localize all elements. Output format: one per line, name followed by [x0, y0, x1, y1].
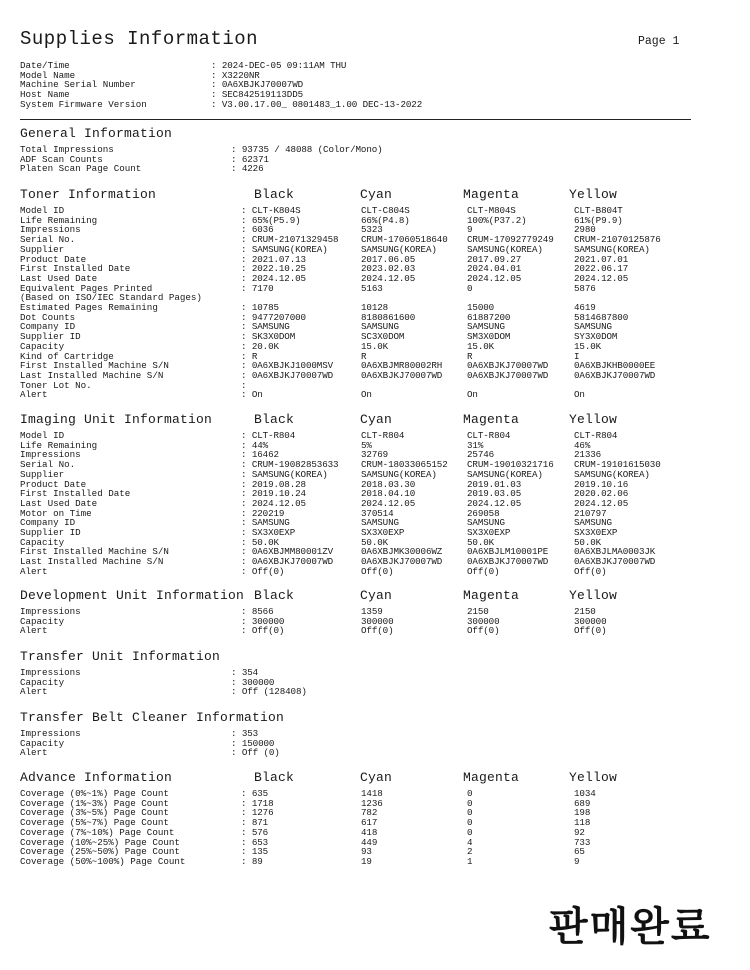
- cell-magenta: 31%: [467, 439, 484, 451]
- table-row: [20, 857, 720, 867]
- cell-yellow: 46%: [574, 439, 591, 451]
- cell-yellow: On: [574, 389, 585, 401]
- row-label: Capacity: [20, 676, 65, 688]
- info-row: [20, 145, 720, 155]
- cell-black: : 89: [241, 855, 263, 867]
- row-label: Last Installed Machine S/N: [20, 556, 164, 568]
- row-value: : 2024-DEC-05 09:11AM THU: [211, 60, 347, 71]
- row-label: Model Name: [20, 69, 76, 81]
- cell-cyan: SAMSUNG: [361, 517, 399, 529]
- cell-black: : 65%(P5.9): [241, 214, 301, 226]
- row-label: Supplier: [20, 243, 65, 255]
- column-header-magenta: Magenta: [463, 588, 520, 603]
- info-row: [20, 678, 720, 688]
- cell-black: : CLT-R804: [241, 430, 296, 441]
- row-label: Coverage (50%~100%) Page Count: [20, 855, 186, 867]
- cell-cyan: CLT-C804S: [361, 205, 410, 216]
- cell-yellow: 300000: [574, 615, 607, 627]
- cell-yellow: 2024.12.05: [574, 272, 629, 284]
- table-row: [20, 342, 720, 352]
- column-header-black: Black: [254, 412, 295, 427]
- cell-cyan: Off(0): [361, 565, 394, 577]
- row-label: Capacity: [20, 615, 65, 627]
- cell-cyan: 2018.04.10: [361, 488, 416, 500]
- info-row: [20, 739, 720, 749]
- cell-yellow: Off(0): [574, 565, 607, 577]
- cell-cyan: On: [361, 389, 372, 401]
- row-label: Alert: [20, 625, 48, 637]
- cell-magenta: 0: [467, 282, 473, 294]
- cell-yellow: SX3X0EXP: [574, 527, 618, 538]
- cell-black: : 2019.08.28: [241, 478, 306, 490]
- cell-black: : R: [241, 350, 258, 362]
- row-label: Product Date: [20, 478, 87, 490]
- row-value: : V3.00.17.00_ 0801483_1.00 DEC-13-2022: [211, 98, 423, 110]
- row-label: Toner Lot No.: [20, 379, 92, 391]
- cell-magenta: 1: [467, 855, 473, 867]
- cell-yellow: 4619: [574, 302, 596, 313]
- column-header-magenta: Magenta: [463, 770, 520, 785]
- cell-cyan: CLT-R804: [361, 430, 405, 441]
- cell-magenta: 2019.01.03: [467, 478, 522, 490]
- cell-black: : CLT-K804S: [241, 205, 301, 216]
- row-label: Total Impressions: [20, 144, 114, 155]
- column-header-cyan: Cyan: [360, 588, 393, 603]
- cell-cyan: 2023.02.03: [361, 263, 416, 275]
- cell-cyan: 10128: [361, 302, 389, 313]
- column-header-yellow: Yellow: [569, 770, 618, 785]
- cell-yellow: 733: [574, 836, 591, 848]
- info-row: [20, 748, 720, 758]
- column-header-cyan: Cyan: [360, 412, 393, 427]
- row-label: Serial No.: [20, 459, 76, 471]
- cell-black: : 0A6XBJKJ70007WD: [241, 556, 334, 568]
- cell-magenta: 4: [467, 836, 473, 848]
- section-heading: Transfer Unit Information: [20, 649, 221, 664]
- table-row: [20, 371, 720, 381]
- row-label: System Firmware Version: [20, 98, 147, 110]
- cell-yellow: 0A6XBJKJ70007WD: [574, 369, 656, 381]
- cell-magenta: 2019.03.05: [467, 488, 522, 500]
- cell-magenta: SAMSUNG(KOREA): [467, 243, 543, 255]
- info-row: [20, 729, 720, 739]
- cell-black: : 10785: [241, 302, 279, 313]
- row-label: First Installed Date: [20, 263, 131, 275]
- cell-yellow: 2022.06.17: [574, 263, 629, 275]
- cell-black: : On: [241, 389, 263, 401]
- cell-cyan: 0A6XBJKJ70007WD: [361, 556, 443, 568]
- cell-yellow: 65: [574, 846, 585, 858]
- cell-black: : CRUM-19082853633: [241, 459, 339, 471]
- row-label: Last Used Date: [20, 497, 98, 509]
- row-label: Product Date: [20, 253, 87, 265]
- table-row: [20, 390, 720, 400]
- cell-black: : 2021.07.13: [241, 253, 306, 265]
- cell-yellow: CLT-R804: [574, 430, 618, 441]
- cell-cyan: 0A6XBJKJ70007WD: [361, 369, 443, 381]
- row-label: Supplier: [20, 468, 65, 480]
- cell-black: : 1276: [241, 807, 274, 819]
- cell-black: : 2024.12.05: [241, 272, 306, 284]
- cell-magenta: 2024.12.05: [467, 497, 522, 509]
- row-label: First Installed Date: [20, 488, 131, 500]
- cell-magenta: 15.0K: [467, 340, 495, 352]
- row-value: : 353: [231, 728, 259, 739]
- cell-yellow: SY3X0DOM: [574, 331, 618, 343]
- row-label: First Installed Machine S/N: [20, 546, 169, 558]
- cell-yellow: 118: [574, 817, 591, 829]
- cell-yellow: 5876: [574, 282, 596, 294]
- cell-yellow: 2020.02.06: [574, 488, 629, 500]
- cell-cyan: 50.0K: [361, 536, 389, 548]
- cell-black: : 635: [241, 788, 269, 799]
- row-label: Supplier ID: [20, 527, 81, 538]
- cell-cyan: 2018.03.30: [361, 478, 416, 490]
- cell-yellow: 50.0K: [574, 536, 602, 548]
- row-label: Host Name: [20, 89, 70, 101]
- cell-cyan: CRUM-17060518640: [361, 234, 448, 246]
- info-row: [20, 668, 720, 678]
- section-heading: Imaging Unit Information: [20, 412, 213, 427]
- row-label: First Installed Machine S/N: [20, 360, 169, 372]
- cell-magenta: 0: [467, 817, 473, 829]
- section-heading: Toner Information: [20, 187, 157, 202]
- section-heading: Advance Information: [20, 770, 173, 785]
- cell-cyan: 32769: [361, 449, 389, 461]
- row-label: Capacity: [20, 340, 65, 352]
- row-label: Impressions: [20, 606, 81, 617]
- cell-yellow: 9: [574, 855, 580, 867]
- info-row: [20, 80, 720, 90]
- cell-magenta: 0: [467, 807, 473, 819]
- row-value: : Off (0): [231, 747, 280, 759]
- row-label: Equivalent Pages Printed: [20, 282, 153, 294]
- cell-black: : CRUM-21071329458: [241, 234, 339, 246]
- cell-cyan: 782: [361, 807, 378, 819]
- column-header-cyan: Cyan: [360, 187, 393, 202]
- cell-yellow: 0A6XBJKHB0000EE: [574, 360, 656, 372]
- cell-black: : 50.0K: [241, 536, 279, 548]
- cell-magenta: 15000: [467, 302, 495, 313]
- row-label: Alert: [20, 747, 48, 759]
- cell-cyan: 93: [361, 846, 372, 858]
- cell-yellow: 1034: [574, 788, 596, 799]
- row-value: : 62371: [231, 153, 269, 165]
- row-label: Alert: [20, 389, 48, 401]
- cell-black: : 0A6XBJKJ70007WD: [241, 369, 334, 381]
- cell-yellow: 0A6XBJLMA0003JK: [574, 546, 656, 558]
- cell-yellow: 92: [574, 826, 585, 838]
- column-header-yellow: Yellow: [569, 412, 618, 427]
- row-label: Serial No.: [20, 234, 76, 246]
- sold-stamp: 판매완료: [549, 904, 712, 950]
- cell-black: :: [241, 379, 247, 391]
- cell-cyan: 2024.12.05: [361, 497, 416, 509]
- cell-black: : 7170: [241, 282, 274, 294]
- row-label: Coverage (5%~7%) Page Count: [20, 817, 169, 829]
- row-label: Life Remaining: [20, 439, 98, 451]
- cell-magenta: SAMSUNG: [467, 321, 505, 333]
- row-label: Impressions: [20, 667, 81, 678]
- column-header-black: Black: [254, 187, 295, 202]
- row-label: Company ID: [20, 517, 76, 529]
- row-label: Life Remaining: [20, 214, 98, 226]
- cell-black: : 6036: [241, 224, 274, 236]
- cell-black: : Off(0): [241, 565, 285, 577]
- row-label: Platen Scan Page Count: [20, 163, 142, 175]
- row-value: : SEC842519113DD5: [211, 89, 304, 101]
- column-header-magenta: Magenta: [463, 412, 520, 427]
- column-header-magenta: Magenta: [463, 187, 520, 202]
- row-label: Capacity: [20, 536, 65, 548]
- cell-magenta: 2: [467, 846, 473, 858]
- row-label: Coverage (1%~3%) Page Count: [20, 797, 169, 809]
- cell-cyan: 1359: [361, 606, 383, 617]
- column-header-cyan: Cyan: [360, 770, 393, 785]
- cell-magenta: 61887200: [467, 311, 511, 323]
- row-label: ADF Scan Counts: [20, 153, 103, 165]
- cell-cyan: 617: [361, 817, 378, 829]
- cell-yellow: SAMSUNG(KOREA): [574, 468, 650, 480]
- cell-cyan: 0A6XBJMK30006WZ: [361, 546, 443, 558]
- page-title: Supplies Information: [20, 28, 259, 50]
- row-value: : X3220NR: [211, 69, 260, 81]
- cell-magenta: SAMSUNG(KOREA): [467, 468, 543, 480]
- row-label: Coverage (25%~50%) Page Count: [20, 846, 180, 858]
- cell-magenta: 0: [467, 826, 473, 838]
- row-label: Coverage (10%~25%) Page Count: [20, 836, 180, 848]
- cell-black: : SAMSUNG(KOREA): [241, 243, 328, 255]
- cell-black: : SK3X0DOM: [241, 331, 296, 343]
- row-label: Company ID: [20, 321, 76, 333]
- table-row: [20, 626, 720, 636]
- cell-cyan: 418: [361, 826, 378, 838]
- row-label: Impressions: [20, 224, 81, 236]
- cell-magenta: 2024.04.01: [467, 263, 522, 275]
- cell-black: : 8566: [241, 606, 274, 617]
- cell-cyan: 66%(P4.8): [361, 214, 410, 226]
- row-value: : 4226: [231, 163, 264, 175]
- cell-yellow: 2024.12.05: [574, 497, 629, 509]
- cell-yellow: 2980: [574, 224, 596, 236]
- cell-yellow: 2150: [574, 606, 596, 617]
- cell-yellow: 61%(P9.9): [574, 214, 623, 226]
- row-value: : 93735 / 48088 (Color/Mono): [231, 144, 383, 155]
- row-value: : 0A6XBJKJ70007WD: [211, 79, 304, 91]
- cell-black: : 16462: [241, 449, 279, 461]
- row-label: (Based on ISO/IEC Standard Pages): [20, 292, 202, 304]
- cell-cyan: SAMSUNG(KOREA): [361, 243, 437, 255]
- cell-black: : 2019.10.24: [241, 488, 306, 500]
- cell-magenta: CLT-R804: [467, 430, 511, 441]
- section-heading: Transfer Belt Cleaner Information: [20, 710, 285, 725]
- cell-magenta: Off(0): [467, 625, 500, 637]
- cell-yellow: I: [574, 350, 580, 362]
- cell-black: : 576: [241, 826, 269, 838]
- cell-yellow: SAMSUNG: [574, 321, 612, 333]
- row-label: Coverage (7%~10%) Page Count: [20, 826, 175, 838]
- column-header-yellow: Yellow: [569, 187, 618, 202]
- cell-yellow: CRUM-19101615030: [574, 459, 661, 471]
- cell-magenta: 0: [467, 788, 473, 799]
- row-label: Model ID: [20, 205, 65, 216]
- row-label: Kind of Cartridge: [20, 350, 114, 362]
- cell-black: : 9477207000: [241, 311, 306, 323]
- cell-cyan: 0A6XBJMR80002RH: [361, 360, 443, 372]
- cell-cyan: 1418: [361, 788, 383, 799]
- info-row: [20, 100, 720, 110]
- cell-magenta: On: [467, 389, 478, 401]
- cell-cyan: SC3X0DOM: [361, 331, 405, 343]
- column-header-black: Black: [254, 588, 295, 603]
- cell-black: : 2024.12.05: [241, 497, 306, 509]
- cell-black: : 0A6XBJKJ1000MSV: [241, 360, 334, 372]
- cell-black: : SAMSUNG: [241, 517, 290, 529]
- cell-black: : 135: [241, 846, 269, 858]
- row-label: Supplier ID: [20, 331, 81, 343]
- row-label: Capacity: [20, 737, 65, 749]
- cell-magenta: 0A6XBJKJ70007WD: [467, 360, 549, 372]
- cell-black: : 871: [241, 817, 269, 829]
- cell-cyan: 2024.12.05: [361, 272, 416, 284]
- cell-yellow: 0A6XBJKJ70007WD: [574, 556, 656, 568]
- row-value: : 300000: [231, 676, 275, 688]
- cell-cyan: 370514: [361, 507, 394, 519]
- cell-magenta: CRUM-19010321716: [467, 459, 554, 471]
- cell-magenta: 300000: [467, 615, 500, 627]
- cell-black: : SAMSUNG(KOREA): [241, 468, 328, 480]
- section-heading: Development Unit Information: [20, 588, 245, 603]
- section-heading: General Information: [20, 126, 173, 141]
- cell-cyan: 5%: [361, 439, 372, 451]
- cell-black: : SAMSUNG: [241, 321, 290, 333]
- cell-cyan: SAMSUNG(KOREA): [361, 468, 437, 480]
- row-label: Dot Counts: [20, 311, 76, 323]
- row-value: : Off (128408): [231, 686, 307, 698]
- cell-yellow: Off(0): [574, 625, 607, 637]
- cell-cyan: 449: [361, 836, 378, 848]
- cell-cyan: 5323: [361, 224, 383, 236]
- row-label: Motor on Time: [20, 507, 92, 519]
- cell-magenta: 0A6XBJLM10001PE: [467, 546, 549, 558]
- cell-magenta: 9: [467, 224, 473, 236]
- info-row: [20, 61, 720, 71]
- cell-cyan: R: [361, 350, 367, 362]
- cell-magenta: SAMSUNG: [467, 517, 505, 529]
- info-row: [20, 164, 720, 174]
- row-label: Impressions: [20, 728, 81, 739]
- cell-magenta: SM3X0DOM: [467, 331, 511, 343]
- row-label: Date/Time: [20, 60, 70, 71]
- row-label: Impressions: [20, 449, 81, 461]
- cell-magenta: CRUM-17092779249: [467, 234, 554, 246]
- cell-cyan: Off(0): [361, 625, 394, 637]
- cell-yellow: CLT-B804T: [574, 205, 623, 216]
- row-value: : 354: [231, 667, 259, 678]
- cell-magenta: 0: [467, 797, 473, 809]
- row-label: Machine Serial Number: [20, 79, 136, 91]
- info-row: [20, 687, 720, 697]
- cell-black: : 0A6XBJMM80001ZV: [241, 546, 334, 558]
- row-label: Last Used Date: [20, 272, 98, 284]
- cell-cyan: 1236: [361, 797, 383, 809]
- cell-cyan: 15.0K: [361, 340, 389, 352]
- cell-yellow: 210797: [574, 507, 607, 519]
- row-label: Model ID: [20, 430, 65, 441]
- cell-black: : Off(0): [241, 625, 285, 637]
- cell-yellow: 198: [574, 807, 591, 819]
- cell-yellow: 15.0K: [574, 340, 602, 352]
- cell-magenta: 50.0K: [467, 536, 495, 548]
- cell-yellow: SAMSUNG(KOREA): [574, 243, 650, 255]
- cell-cyan: 5163: [361, 282, 383, 294]
- cell-cyan: CRUM-18033065152: [361, 459, 448, 471]
- column-header-black: Black: [254, 770, 295, 785]
- cell-cyan: 300000: [361, 615, 394, 627]
- cell-black: : 220219: [241, 507, 285, 519]
- row-label: Estimated Pages Remaining: [20, 302, 158, 313]
- cell-black: : 20.0K: [241, 340, 279, 352]
- cell-black: : 300000: [241, 615, 285, 627]
- cell-magenta: R: [467, 350, 473, 362]
- cell-black: : 2022.10.25: [241, 263, 306, 275]
- cell-yellow: CRUM-21070125876: [574, 234, 661, 246]
- row-label: Alert: [20, 686, 48, 698]
- cell-magenta: Off(0): [467, 565, 500, 577]
- row-label: Last Installed Machine S/N: [20, 369, 164, 381]
- cell-magenta: 0A6XBJKJ70007WD: [467, 556, 549, 568]
- cell-magenta: 0A6XBJKJ70007WD: [467, 369, 549, 381]
- cell-magenta: 2017.09.27: [467, 253, 522, 265]
- cell-yellow: 21336: [574, 449, 602, 461]
- cell-yellow: 5814687800: [574, 311, 629, 323]
- cell-magenta: CLT-M804S: [467, 205, 516, 216]
- cell-magenta: 100%(P37.2): [467, 214, 527, 226]
- cell-yellow: 2019.10.16: [574, 478, 629, 490]
- cell-magenta: 25746: [467, 449, 495, 461]
- cell-black: : 1718: [241, 797, 274, 809]
- row-label: Coverage (0%~1%) Page Count: [20, 788, 169, 799]
- row-label: Alert: [20, 565, 48, 577]
- cell-magenta: 2024.12.05: [467, 272, 522, 284]
- cell-black: : SX3X0EXP: [241, 527, 296, 538]
- cell-cyan: SAMSUNG: [361, 321, 399, 333]
- row-value: : 150000: [231, 737, 275, 749]
- cell-black: : 44%: [241, 439, 269, 451]
- cell-magenta: 2150: [467, 606, 489, 617]
- cell-cyan: 19: [361, 855, 372, 867]
- cell-yellow: SAMSUNG: [574, 517, 612, 529]
- cell-yellow: 689: [574, 797, 591, 809]
- page-number: Page 1: [638, 35, 680, 48]
- table-row: [20, 567, 720, 577]
- cell-magenta: SX3X0EXP: [467, 527, 511, 538]
- column-header-yellow: Yellow: [569, 588, 618, 603]
- cell-cyan: SX3X0EXP: [361, 527, 405, 538]
- row-label: Coverage (3%~5%) Page Count: [20, 807, 169, 819]
- cell-cyan: 2017.06.05: [361, 253, 416, 265]
- cell-yellow: 2021.07.01: [574, 253, 629, 265]
- cell-black: : 653: [241, 836, 269, 848]
- header-divider: [20, 119, 691, 120]
- cell-cyan: 8180861600: [361, 311, 416, 323]
- cell-magenta: 269058: [467, 507, 500, 519]
